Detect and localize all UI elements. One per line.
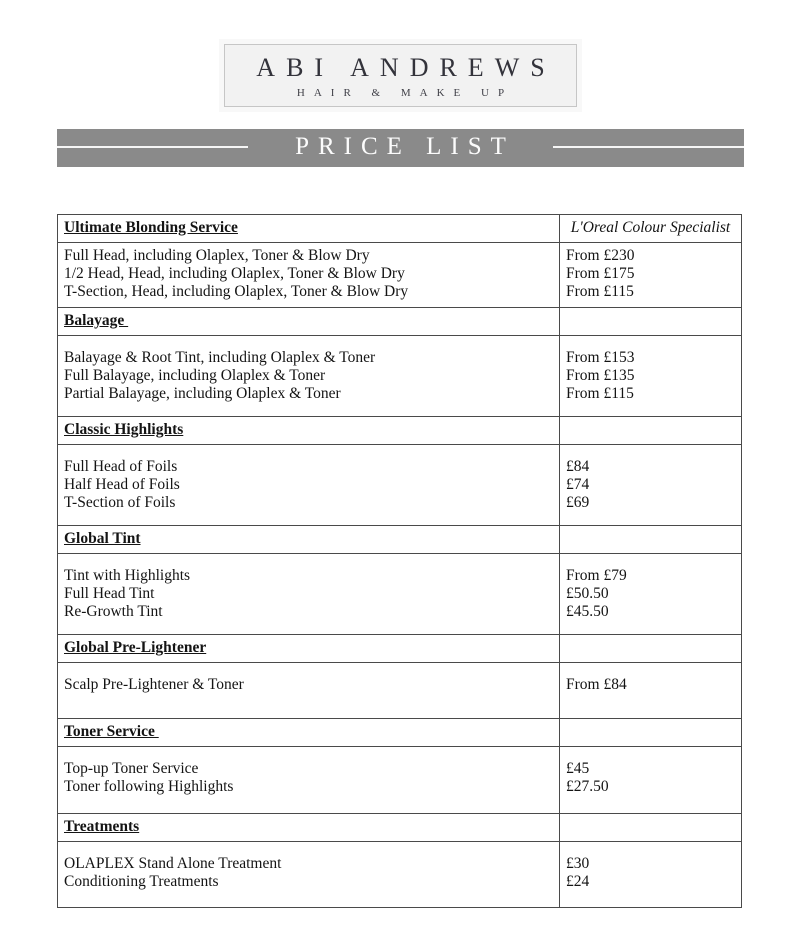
table-header-row (58, 215, 742, 243)
logo-subtitle: HAIR & MAKE UP (296, 87, 514, 99)
service-name: Top-up Toner Service (64, 760, 199, 777)
service-price: £74 (566, 476, 590, 493)
service-name: Tint with Highlights (64, 567, 191, 584)
items-row (58, 243, 742, 308)
section-title: Ultimate Blonding Service (64, 219, 238, 236)
section-title: Balayage (64, 312, 129, 329)
section-row (58, 635, 742, 663)
section-title: Global Tint (64, 530, 141, 547)
service-price: From £79 (566, 567, 627, 584)
section-row (58, 526, 742, 554)
service-name: Conditioning Treatments (64, 873, 219, 890)
service-name: OLAPLEX Stand Alone Treatment (64, 855, 282, 872)
items-row (58, 554, 742, 635)
price-list-banner (57, 129, 744, 167)
service-price: From £175 (566, 265, 635, 282)
service-price: From £115 (566, 283, 634, 300)
service-price: £24 (566, 873, 590, 890)
items-row (58, 336, 742, 417)
banner-line-right (553, 146, 744, 148)
service-name: Re-Growth Tint (64, 603, 163, 620)
section-title: Classic Highlights (64, 421, 184, 438)
service-name: Balayage & Root Tint, including Olaplex & Toner (64, 349, 376, 366)
price-table (57, 214, 742, 908)
items-row (58, 663, 742, 719)
service-price: £30 (566, 855, 590, 872)
price-column-header: L'Oreal Colour Specialist (560, 215, 742, 243)
service-name: Full Balayage, including Olaplex & Toner (64, 367, 326, 384)
section-row (58, 417, 742, 445)
section-row (58, 308, 742, 336)
service-price: From £135 (566, 367, 635, 384)
logo-title: ABI ANDREWS (256, 53, 556, 82)
service-name: T-Section, Head, including Olaplex, Toner & Blow Dry (64, 283, 409, 300)
items-row (58, 747, 742, 814)
service-name: Full Head of Foils (64, 458, 178, 475)
service-name: Toner following Highlights (64, 778, 234, 795)
service-name: 1/2 Head, Head, including Olaplex, Toner & Blow Dry (64, 265, 405, 282)
service-name: Partial Balayage, including Olaplex & Toner (64, 385, 341, 402)
section-row (58, 719, 742, 747)
items-row (58, 445, 742, 526)
service-name: Half Head of Foils (64, 476, 180, 493)
service-price: £50.50 (566, 585, 609, 602)
service-price: £45 (566, 760, 590, 777)
service-name: Full Head Tint (64, 585, 155, 602)
section-row (58, 814, 742, 842)
service-price: From £230 (566, 247, 635, 264)
service-price: From £153 (566, 349, 635, 366)
service-price: From £115 (566, 385, 634, 402)
service-price: £84 (566, 458, 590, 475)
service-name: Scalp Pre-Lightener & Toner (64, 676, 244, 693)
service-name: T-Section of Foils (64, 494, 176, 511)
banner-line-left (57, 146, 248, 148)
logo-box (224, 44, 576, 107)
service-price: £69 (566, 494, 590, 511)
section-title: Toner Service (64, 723, 159, 740)
banner-title: PRICE LIST (295, 132, 515, 160)
service-name: Full Head, including Olaplex, Toner & Blow Dry (64, 247, 370, 264)
section-title: Global Pre-Lightener (64, 639, 207, 656)
service-price: From £84 (566, 676, 627, 693)
service-price: £27.50 (566, 778, 609, 795)
items-row (58, 842, 742, 908)
section-title: Treatments (64, 818, 140, 835)
salon-logo (219, 39, 581, 112)
service-price: £45.50 (566, 603, 609, 620)
